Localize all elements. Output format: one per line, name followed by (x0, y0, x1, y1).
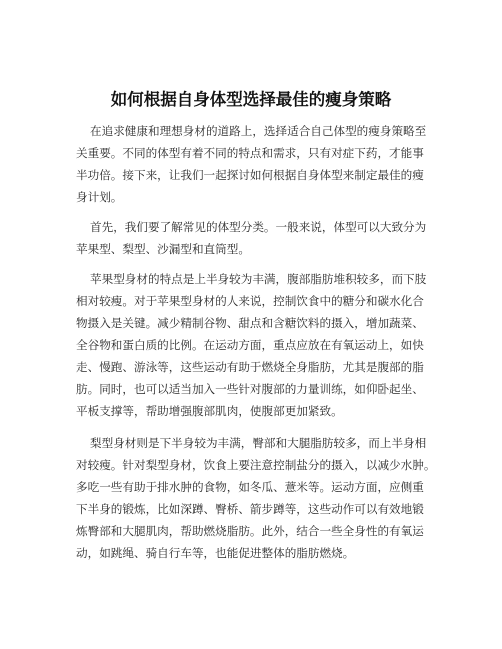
paragraph-line: 多吃一些有助于排水肿的食物，如冬瓜、薏米等。运动方面，应侧重 (76, 480, 424, 494)
paragraph-line: 走、慢跑、游泳等，这些运动有助于燃烧全身脂肪，尤其是腹部的脂 (76, 360, 424, 374)
paragraph-line: 全谷物和蛋白质的比例。在运动方面，重点应放在有氧运动上，如快 (76, 338, 424, 352)
paragraph-line: 关重要。不同的体型有着不同的特点和需求，只有对症下药，才能事 (76, 146, 424, 160)
paragraph-line: 梨型身材则是下半身较为丰满，臀部和大腿脂肪较多，而上半身相 (90, 436, 427, 450)
paragraph-line: 苹果型身材的特点是上半身较为丰满，腹部脂肪堆积较多，而下肢 (90, 272, 427, 286)
document-title: 如何根据自身体型选择最佳的瘦身策略 (110, 90, 392, 109)
paragraph-line: 动，如跳绳、骑自行车等，也能促进整体的脂肪燃烧。 (76, 546, 355, 560)
paragraph-line: 平板支撑等，帮助增强腹部肌肉，使腹部更加紧致。 (76, 404, 343, 418)
paragraph-line: 肪。同时，也可以适当加入一些针对腹部的力量训练，如仰卧起坐、 (76, 382, 424, 396)
paragraph-line: 炼臀部和大腿肌肉，帮助燃烧脂肪。此外，结合一些全身性的有氧运 (76, 524, 424, 538)
paragraph-apple-shape (0, 268, 502, 422)
paragraph-body-types (0, 216, 502, 260)
paragraph-line: 半功倍。接下来，让我们一起探讨如何根据自身体型来制定最佳的瘦 (76, 168, 424, 182)
paragraph-line: 身计划。 (76, 190, 123, 204)
paragraph-line: 相对较瘦。对于苹果型身材的人来说，控制饮食中的糖分和碳水化合 (76, 294, 424, 308)
paragraph-line: 首先，我们要了解常见的体型分类。一般来说，体型可以大致分为 (90, 220, 427, 234)
paragraph-line: 物摄入是关键。减少精制谷物、甜点和含糖饮料的摄入，增加蔬菜、 (76, 316, 424, 330)
paragraph-line: 在追求健康和理想身材的道路上，选择适合自己体型的瘦身策略至 (90, 124, 427, 138)
paragraph-intro (0, 120, 502, 208)
paragraph-line: 下半身的锻炼，比如深蹲、臀桥、箭步蹲等，这些动作可以有效地锻 (76, 502, 424, 516)
paragraph-line: 对较瘦。针对梨型身材，饮食上要注意控制盐分的摄入，以减少水肿。 (76, 458, 436, 472)
paragraph-line: 苹果型、梨型、沙漏型和直筒型。 (76, 242, 250, 256)
paragraph-pear-shape (0, 432, 502, 564)
